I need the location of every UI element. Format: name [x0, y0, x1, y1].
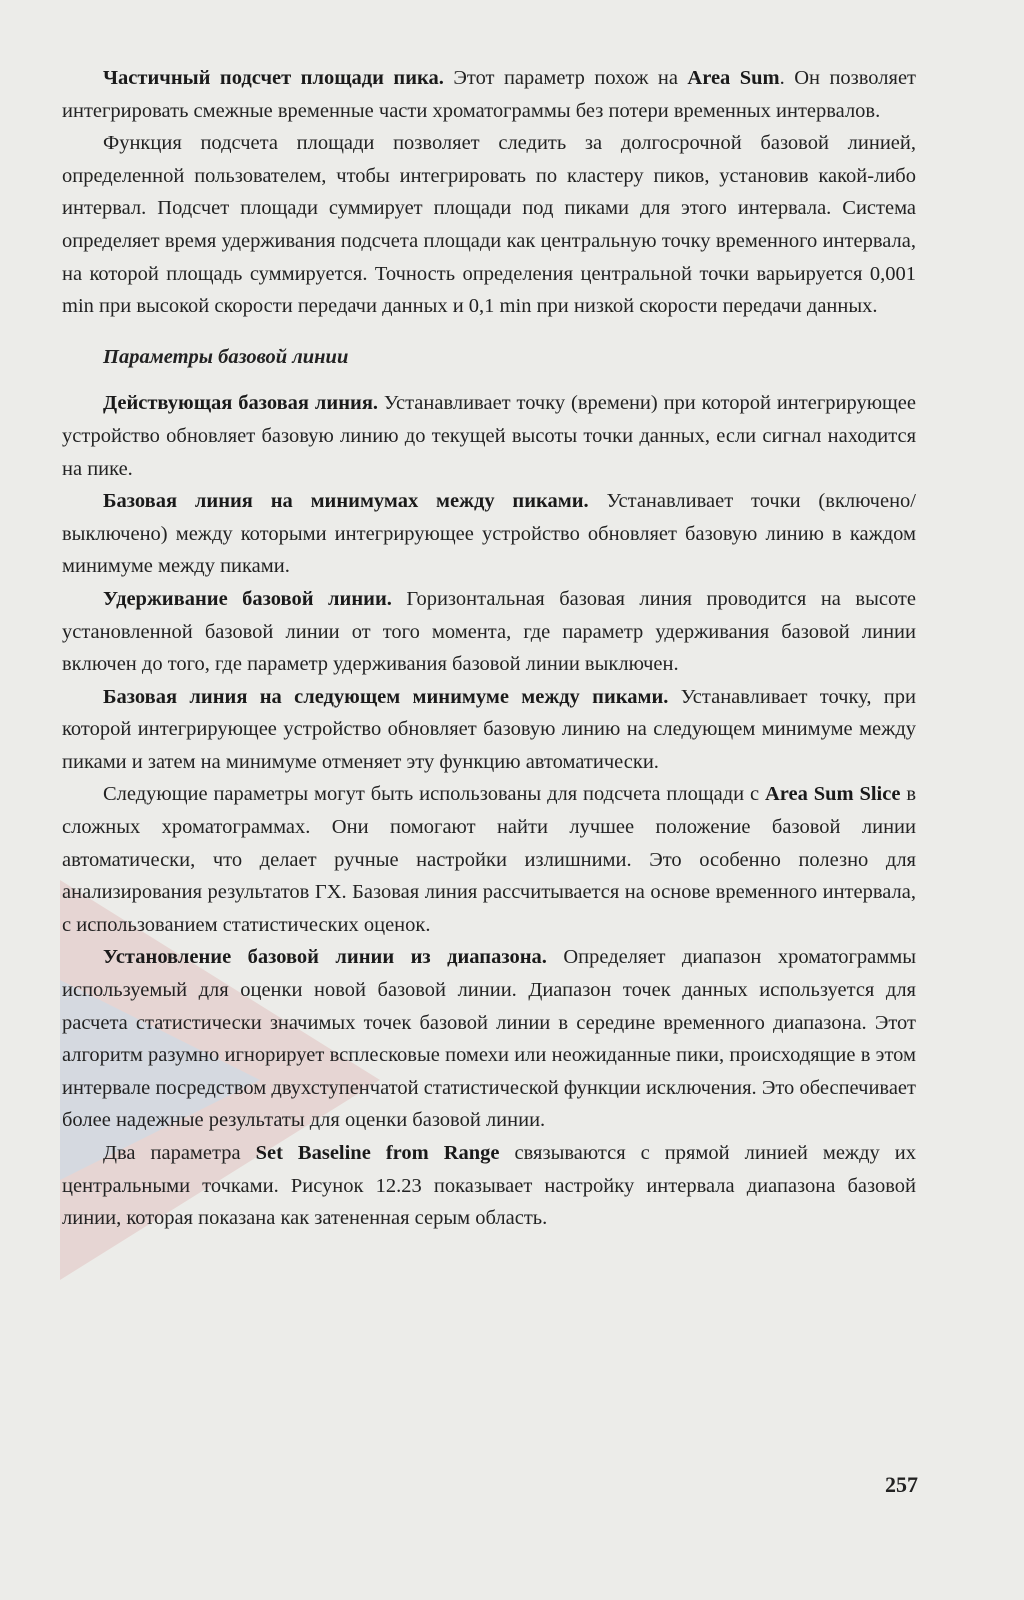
paragraph-text: Устанавливает точки (включено/выключено) между которыми интегрирующее устройство обновляет базовую линию в каждом минимуме между пиками.: [62, 490, 916, 578]
bold-term: Area Sum: [687, 67, 780, 89]
paragraph-text: Горизонтальная базовая линия проводится на высоте установленной базовой линии от того момента, где параметр удерживания базовой линии включен до того, где параметр удерживания базовой линии выключен.: [62, 587, 916, 676]
paragraph: [62, 778, 916, 941]
bold-term: Set Baseline from Range: [255, 1142, 500, 1164]
paragraph-text: . Он позволяет интегрировать смежные временные части хроматограммы без потери временных интервалов.: [62, 67, 916, 122]
paragraph: [62, 127, 916, 323]
bold-term: Базовая линия на минимумах между пиками.: [103, 490, 589, 513]
paragraph: [62, 62, 916, 127]
paragraph-text: Два параметра: [103, 1142, 256, 1164]
paragraph-text: в сложных хроматограммах. Они помогают найти лучшее положение базовой линии автоматически, что делает ручные настройки излишними. Это особенно полезно для анализирования результатов ГХ. Базовая линия рассчитывается на основе временного интервала, с использованием статистических оценок.: [62, 783, 917, 936]
bold-term: Базовая линия на следующем минимуме между пиками.: [103, 685, 669, 708]
paragraph-lead: Частичный подсчет площади пика.: [103, 67, 444, 89]
text-column: [62, 62, 916, 1235]
section-heading: Параметры базовой линии: [103, 345, 349, 368]
bold-term: Удерживание базовой линии.: [103, 587, 392, 610]
bold-term: Действующая базовая линия.: [103, 392, 379, 415]
bold-term: Установление базовой линии из диапазона.: [103, 946, 547, 969]
paragraph-text: Устанавливает точку (времени) при которой интегрирующее устройство обновляет базовую линию до текущей высоты точки данных, если сигнал находится на пике.: [62, 392, 916, 480]
paragraph: [62, 485, 916, 583]
paragraph-text: Определяет диапазон хроматограммы используемый для оценки новой базовой линии. Диапазон точек данных используется для расчета статистически значимых точек базовой линии в середине временного диапазона. Этот алгоритм разумно игнорирует всплесковые помехи или неожиданные пики, происходящие в этом интервале посредством двухступенчатой статистической функции исключения. Это обеспечивает более надежные результаты для оценки базовой линии.: [62, 946, 916, 1132]
paragraph: [62, 387, 916, 485]
paragraph: [62, 681, 916, 779]
paragraph: [62, 941, 916, 1137]
paragraph-text: Следующие параметры могут быть использованы для подсчета площади с: [103, 783, 765, 806]
page-number: 257: [885, 1472, 918, 1497]
paragraph: [62, 1137, 916, 1235]
paragraph-text: Устанавливает точку, при которой интегрирующее устройство обновляет базовую линию на следующем минимуме между пиками и затем на минимуме отменяет эту функцию автоматически.: [62, 685, 916, 773]
paragraph-text: Этот параметр похож на: [443, 67, 688, 89]
bold-term: Area Sum Slice: [764, 783, 901, 806]
paragraph: [62, 583, 916, 681]
paragraph-text: связываются с прямой линией между их центральными точками. Рисунок 12.23 показывает настройку интервала диапазона базовой линии, которая показана как затененная серым область.: [62, 1142, 917, 1230]
paragraph-text: Функция подсчета площади позволяет следить за долгосрочной базовой линией, определенной пользователем, чтобы интегрировать по кластеру пиков, установив какой-либо интервал. Подсчет площади суммирует площади под пиками для этого интервала. Система определяет время удерживания подсчета площади как центральную точку временного интервала, на которой площадь суммируется. Точность определения центральной точки варьируется 0,001 min при высокой скорости передачи данных и 0,1 min при низкой скорости передачи данных.: [62, 132, 916, 318]
